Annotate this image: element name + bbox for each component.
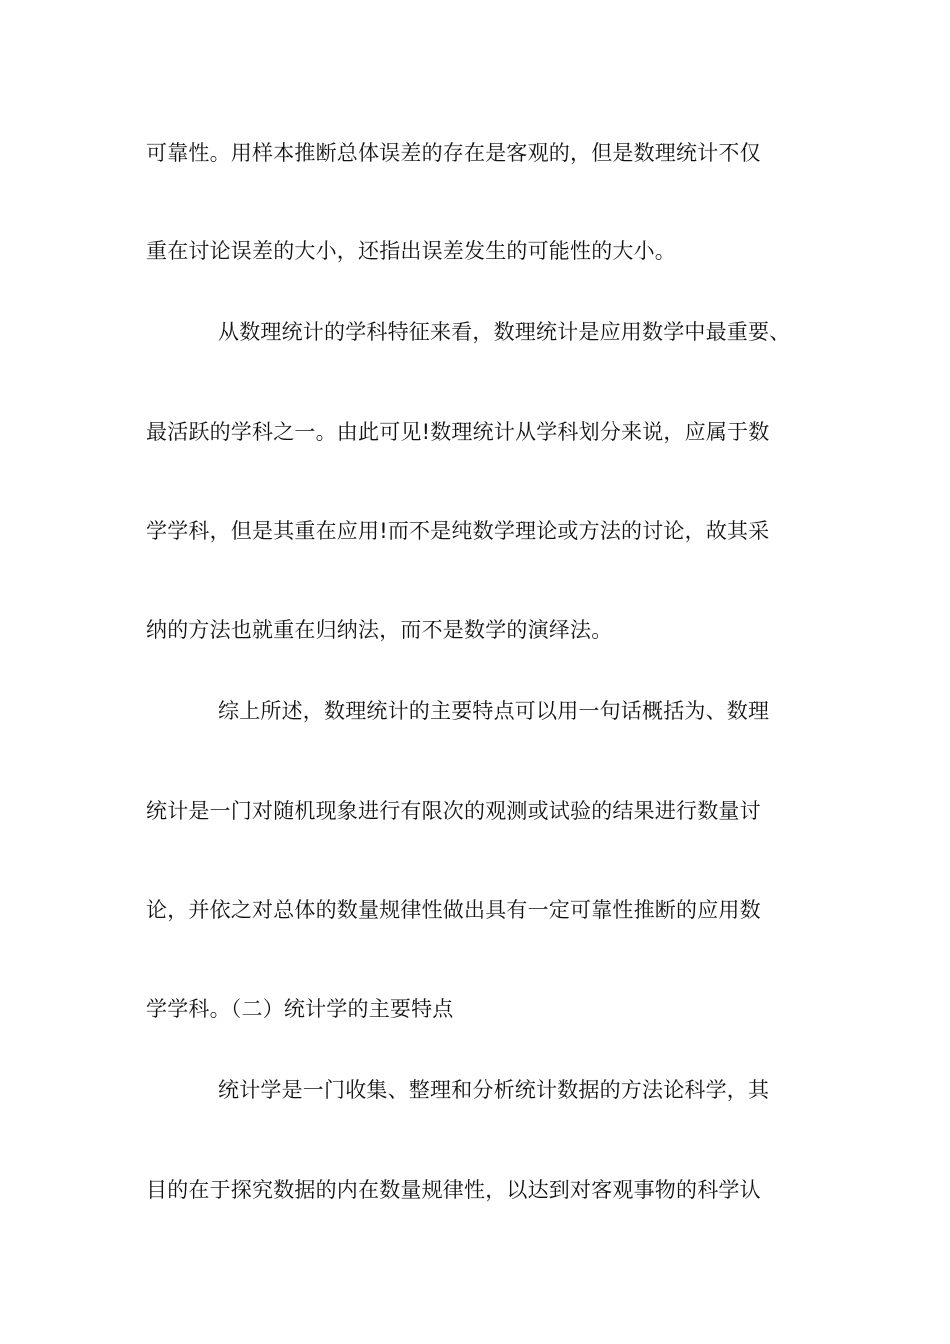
- text-line: 综上所述，数理统计的主要特点可以用一句话概括为、数理: [218, 699, 770, 723]
- text-line: 重在讨论误差的大小，还指出误差发生的可能性的大小。: [146, 239, 676, 263]
- text-line: 可靠性。用样本推断总体误差的存在是客观的，但是数理统计不仅: [146, 141, 761, 165]
- text-line: 学学科，但是其重在应用!而不是纯数学理论或方法的讨论，故其采: [146, 519, 770, 543]
- text-line: 统计是一门对随机现象进行有限次的观测或试验的结果进行数量讨: [146, 799, 761, 823]
- text-line: 论，并依之对总体的数量规律性做出具有一定可靠性推断的应用数: [146, 898, 761, 922]
- text-line: 统计学是一门收集、整理和分析统计数据的方法论科学，其: [218, 1078, 770, 1102]
- text-line: 学学科。（二）统计学的主要特点: [146, 997, 454, 1021]
- text-line: 最活跃的学科之一。由此可见!数理统计从学科划分来说，应属于数: [146, 420, 770, 444]
- text-line: 目的在于探究数据的内在数量规律性，以达到对客观事物的科学认: [146, 1178, 761, 1202]
- text-line: 纳的方法也就重在归纳法，而不是数学的演绎法。: [146, 618, 613, 642]
- text-line: 从数理统计的学科特征来看，数理统计是应用数学中最重要、: [218, 320, 791, 344]
